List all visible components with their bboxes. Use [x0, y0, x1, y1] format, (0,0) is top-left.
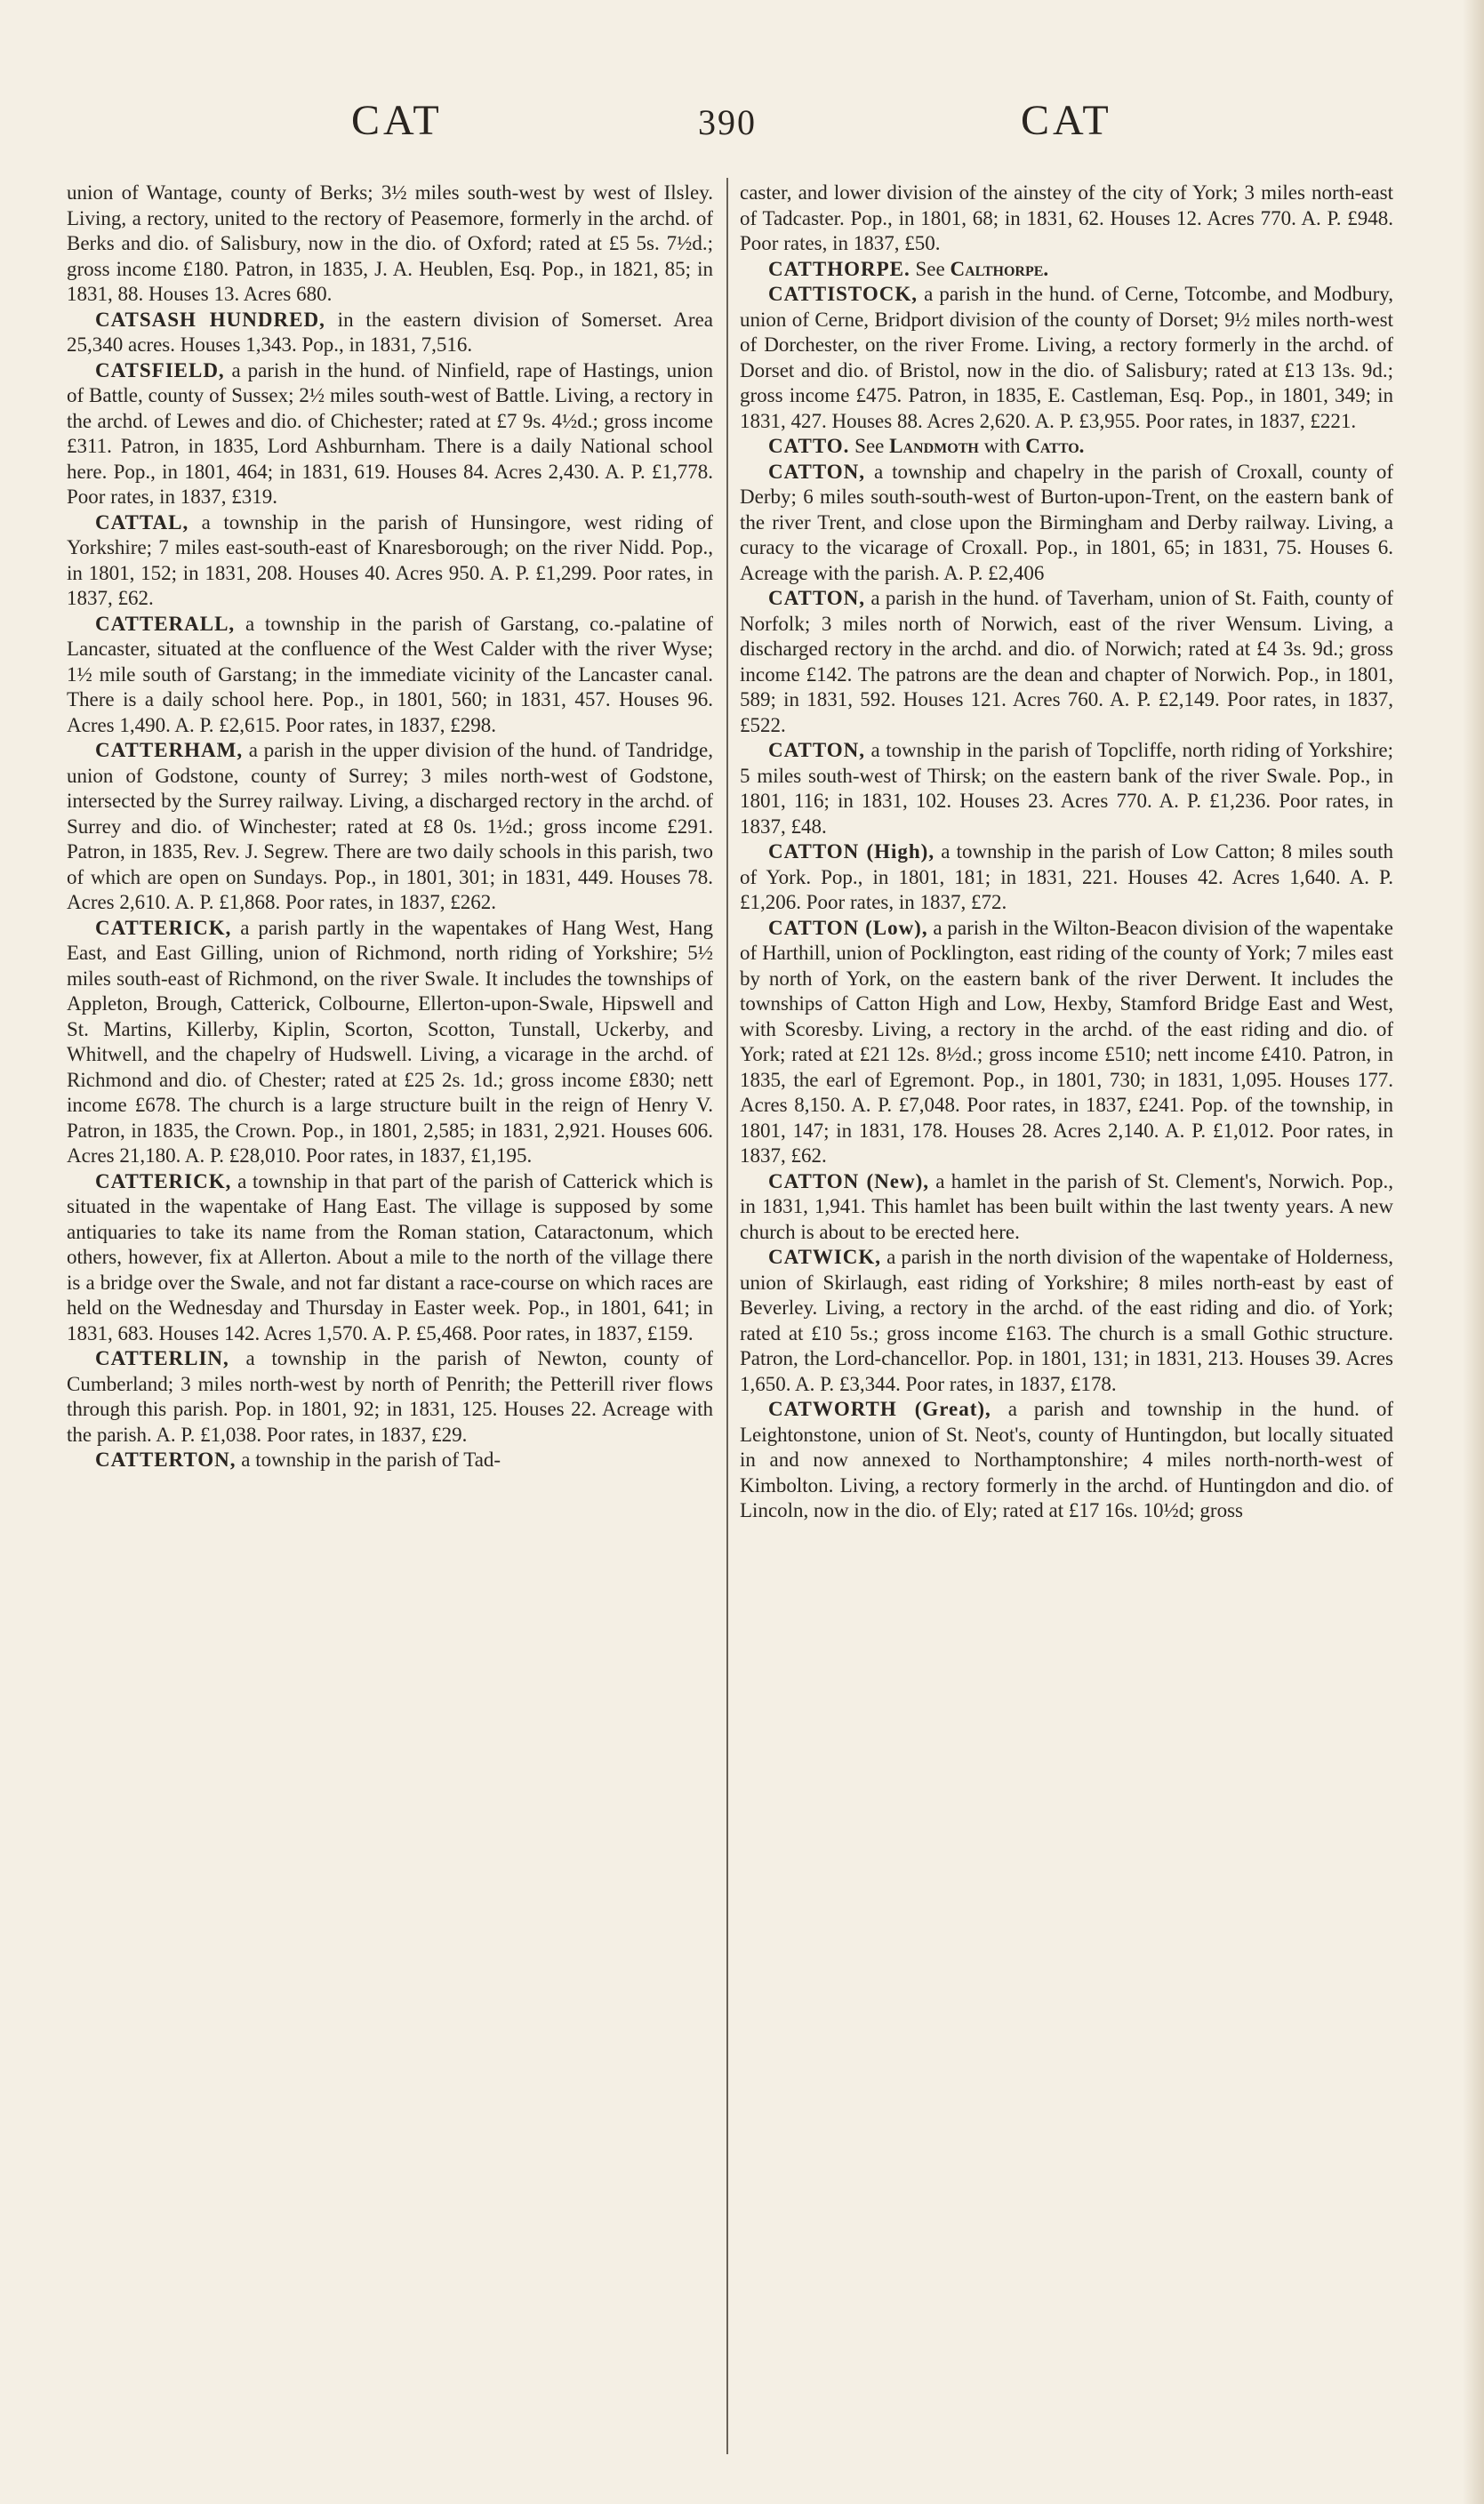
gazetteer-entry [67, 308, 713, 358]
gazetteer-entry [740, 916, 1393, 1169]
entry-text: a parish partly in the wapentakes of Hang West, Hang East, and East Gilling, union of Richmond, north riding of Yorkshire; 5½ miles south-east of Richmond, on the river Swale. It includes the townships of Appleton, Brough, Catterick, Colbourne, Ellerton-upon-Swale, Hipswell and St. Martins, Killerby, Kiplin, Scorton, Scotton, Tunstall, Uckerby, and Whitwell, and the chapelry of Hudswell. Living, a vicarage in the archd. of Richmond and dio. of Chester; rated at £25 2s. 1d.; gross income £830; nett income £678. The church is a large structure built in the reign of Henry V. Patron, in 1835, the Crown. Pop., in 1801, 2,585; in 1831, 2,921. Houses 606. Acres 21,180. A. P. £28,010. Poor rates, in 1837, £1,195. [67, 916, 713, 1167]
entry-headword: CATTON (New), [768, 1169, 930, 1192]
page-header [0, 96, 1484, 149]
page-number: 390 [698, 102, 757, 142]
entry-text: a parish in the upper division of the hund. of Tandridge, union of Godstone, county of Surrey; 3 miles north-west of Godstone, intersected by the Surrey railway. Living, a discharged rectory in the archd. of Surrey and dio. of Winchester; rated at £8 0s. 1½d.; gross income £291. Patron, in 1835, Rev. J. Segrew. There are two daily schools in this parish, two of which are open on Sundays. Pop., in 1801, 301; in 1831, 449. Houses 78. Acres 2,610. A. P. £1,868. Poor rates, in 1837, £262. [67, 739, 713, 913]
gazetteer-entry [740, 257, 1393, 283]
gazetteer-entry [67, 612, 713, 739]
gazetteer-entry [740, 586, 1393, 738]
page-edge-shadow [1463, 0, 1484, 2504]
gazetteer-entry [740, 460, 1393, 587]
entry-headword: CATTERALL, [95, 612, 236, 635]
entry-headword: CATSASH HUNDRED, [95, 308, 325, 331]
entry-text: a township in the parish of Newton, county of Cumberland; 3 miles north-west by north of Penrith; the Petterill river flows through this parish. Pop. in 1801, 92; in 1831, 125. Houses 22. Acreage with the parish. A. P. £1,038. Poor rates, in 1837, £29. [67, 1347, 713, 1446]
entry-text: a township in the parish of Topcliffe, north riding of Yorkshire; 5 miles south-west of Thirsk; on the eastern bank of the river Swale. Pop., in 1801, 116; in 1831, 102. Houses 23. Acres 770. A. P. £1,236. Poor rates, in 1837, £48. [740, 739, 1393, 838]
entry-text: with [978, 435, 1026, 457]
gazetteer-entry [740, 434, 1393, 460]
column-divider [726, 178, 728, 2454]
entry-headword: CATTON, [768, 587, 866, 609]
entry-text: See [910, 257, 951, 280]
cross-reference: Landmoth [889, 435, 979, 457]
gazetteer-entry [67, 358, 713, 510]
entry-text: caster, and lower division of the ainstey of the city of York; 3 miles north-east of Tadcaster. Pop., in 1801, 68; in 1831, 62. Houses 12. Acres 770. A. P. £948. Poor rates, in 1837, £50. [740, 181, 1393, 254]
cross-reference: Calthorpe. [950, 257, 1049, 280]
entry-headword: CATTERTON, [95, 1449, 237, 1471]
gazetteer-entry [740, 1397, 1393, 1524]
entry-headword: CATTISTOCK, [768, 283, 918, 305]
right-column [740, 181, 1393, 2457]
entry-headword: CATTAL, [95, 510, 189, 534]
entry-headword: CATTON (Low), [768, 916, 928, 939]
entry-headword: CATTON, [768, 460, 866, 483]
entry-text: a parish in the hund. of Cerne, Totcombe, and Modbury, union of Cerne, Bridport division of the county of Dorset; 9½ miles north-west of Dorchester, on the river Frome. Living, a rectory formerly in the archd. of Dorset and dio. of Bristol, now in the dio. of Salisbury; rated at £13 13s. 9d.; gross income £475. Patron, in 1835, E. Castleman, Esq. Pop., in 1801, 349; in 1831, 427. Houses 88. Acres 2,620. A. P. £3,955. Poor rates, in 1837, £221. [740, 283, 1393, 432]
gazetteer-entry [740, 1245, 1393, 1397]
gazetteer-entry [67, 1448, 713, 1473]
entry-text: a township in the parish of Low Catton; 8 miles south of York. Pop., in 1801, 181; in 1831, 221. Houses 42. Acres 1,640. A. P. £1,206. Poor rates, in 1837, £72. [740, 840, 1393, 913]
gazetteer-entry [740, 1169, 1393, 1246]
left-running-headword: CAT [351, 97, 443, 144]
entry-headword: CATTON (High), [768, 840, 935, 863]
gazetteer-entry [740, 839, 1393, 916]
gazetteer-entry [67, 916, 713, 1169]
entry-headword: CATTERICK, [95, 1169, 232, 1192]
entry-text: a township and chapelry in the parish of Croxall, county of Derby; 6 miles south-south-west of Burton-upon-Trent, on the eastern bank of the river Trent, and close upon the Birmingham and Derby railway. Living, a curacy to the vicarage of Croxall. Pop., in 1801, 65; in 1831, 75. Houses 6. Acreage with the parish. A. P. £2,406 [740, 460, 1393, 584]
entry-headword: CATTHORPE. [768, 257, 910, 280]
entry-text: a township in the parish of Hunsingore, west riding of Yorkshire; 7 miles east-south-east of Knaresborough; on the river Nidd. Pop., in 1801, 152; in 1831, 208. Houses 40. Acres 950. A. P. £1,299. Poor rates, in 1837, £62. [67, 510, 713, 609]
entry-text: in the eastern division of Somerset. Area 25,340 acres. Houses 1,343. Pop., in 1831, 7,516. [67, 308, 713, 356]
entry-text: union of Wantage, county of Berks; 3½ miles south-west by west of Ilsley. Living, a rectory, united to the rectory of Peasemore, formerly in the archd. of Berks and dio. of Salisbury, now in the dio. of Oxford; rated at £5 5s. 7½d.; gross income £180. Patron, in 1835, J. A. Heublen, Esq. Pop., in 1821, 85; in 1831, 88. Houses 13. Acres 680. [67, 181, 713, 305]
entry-headword: CATWORTH (Great), [768, 1398, 991, 1420]
gazetteer-entry [67, 181, 713, 308]
entry-text: a hamlet in the parish of St. Clement's, Norwich. Pop., in 1831, 1,941. This hamlet has been built within the last twenty years. A new church is about to be erected here. [740, 1169, 1393, 1243]
entry-text: a parish in the Wilton-Beacon division of the wapentake of Harthill, union of Pocklington, east riding of the county of York; 7 miles east by north of York, on the eastern bank of the river Derwent. It includes the townships of Catton High and Low, Hexby, Stamford Bridge East and West, with Scoresby. Living, a rectory in the archd. of the east riding and dio. of York; rated at £21 12s. 8½d.; gross income £510; nett income £410. Patron, in 1835, the earl of Egremont. Pop., in 1801, 730; in 1831, 1,095. Houses 177. Acres 8,150. A. P. £7,048. Poor rates, in 1837, £241. Pop. of the township, in 1801, 147; in 1831, 178. Houses 28. Acres 2,140. A. P. £1,012. Poor rates, in 1837, £62. [740, 916, 1393, 1167]
gazetteer-entry [740, 282, 1393, 434]
entry-headword: CATTERLIN, [95, 1347, 229, 1369]
entry-headword: CATTERHAM, [95, 739, 244, 761]
entry-text: a parish in the north division of the wapentake of Holderness, union of Skirlaugh, east riding of Yorkshire; 8 miles north-east by east of Beverley. Living, a rectory in the archd. of the east riding and dio. of York; rated at £10 5s.; gross income £163. The church is a small Gothic structure. Patron, the Lord-chancellor. Pop. in 1801, 131; in 1831, 213. Houses 39. Acres 1,650. A. P. £3,344. Poor rates, in 1837, £178. [740, 1246, 1393, 1395]
cross-reference: Catto. [1025, 435, 1085, 457]
entry-headword: CATTON, [768, 739, 866, 761]
entry-text: a township in that part of the parish of Catterick which is situated in the wapentake of Hang East. The village is supposed by some antiquaries to take its name from the Roman station, Cataractonum, which others, however, fix at Allerton. About a mile to the north of the village there is a bridge over the Swale, and not far distant a race-course on which races are held on the Wednesday and Thursday in Easter week. Pop., in 1801, 641; in 1831, 683. Houses 142. Acres 1,570. A. P. £5,468. Poor rates, in 1837, £159. [67, 1169, 713, 1344]
entry-text: See [849, 435, 890, 457]
gazetteer-entry [740, 738, 1393, 839]
gazetteer-entry [67, 1346, 713, 1448]
left-column [67, 181, 713, 2457]
gazetteer-entry [740, 181, 1393, 257]
right-running-headword: CAT [1021, 97, 1112, 144]
entry-headword: CATWICK, [768, 1246, 882, 1268]
gazetteer-entry [67, 1169, 713, 1347]
entry-text: a parish in the hund. of Taverham, union of St. Faith, county of Norfolk; 3 miles north of Norwich, east of the river Wensum. Living, a discharged rectory in the archd. and dio. of Norwich; rated at £4 3s. 9d.; gross income £142. The patrons are the dean and chapter of Norwich. Pop., in 1801, 589; in 1831, 592. Houses 121. Acres 760. A. P. £2,149. Poor rates, in 1837, £522. [740, 587, 1393, 736]
entry-headword: CATSFIELD, [95, 358, 225, 381]
entry-text: a parish and township in the hund. of Leightonstone, union of St. Neot's, county of Huntingdon, but locally situated in and now annexed to Northamptonshire; 4 miles north-north-west of Kimbolton. Living, a rectory formerly in the archd. of Huntingdon and dio. of Lincoln, now in the dio. of Ely; rated at £17 16s. 10½d; gross [740, 1398, 1393, 1521]
gazetteer-entry [67, 738, 713, 916]
entry-headword: CATTERICK, [95, 916, 232, 939]
entry-text: a township in the parish of Tad- [236, 1449, 501, 1471]
entry-text: a township in the parish of Garstang, co.-palatine of Lancaster, situated at the confluence of the West Calder with the river Wyse; 1½ mile south of Garstang; in the immediate vicinity of the Lancaster canal. There is a daily school here. Pop., in 1801, 560; in 1831, 457. Houses 96. Acres 1,490. A. P. £2,615. Poor rates, in 1837, £298. [67, 612, 713, 736]
entry-headword: CATTO. [768, 435, 850, 457]
gazetteer-entry [67, 510, 713, 612]
entry-text: a parish in the hund. of Ninfield, rape of Hastings, union of Battle, county of Sussex; 2½ miles south-west of Battle. Living, a rectory in the archd. of Lewes and dio. of Chichester; rated at £7 9s. 4½d.; gross income £311. Patron, in 1835, Lord Ashburnham. There is a daily National school here. Pop., in 1801, 464; in 1831, 619. Houses 84. Acres 2,430. A. P. £1,778. Poor rates, in 1837, £319. [67, 358, 713, 508]
